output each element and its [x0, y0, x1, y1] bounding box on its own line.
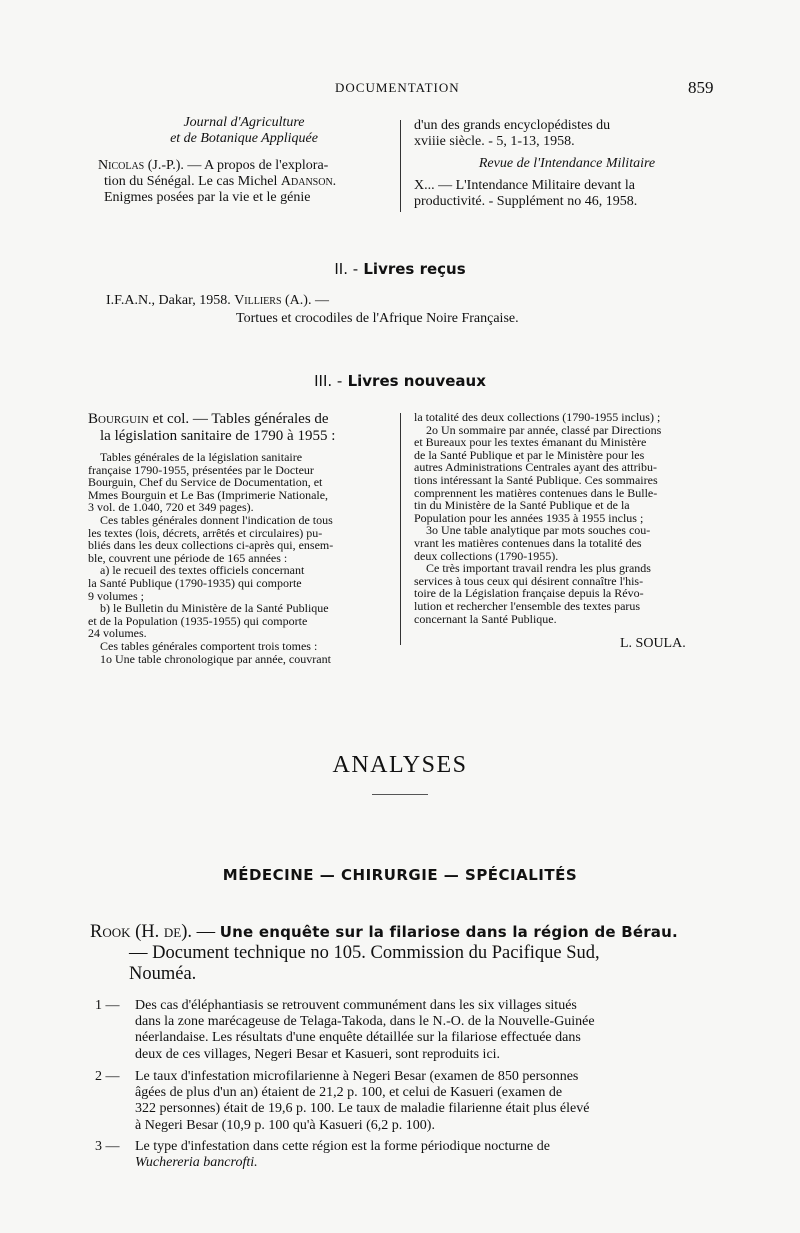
author-name: Adanson. — [280, 174, 337, 189]
text-line: Bourguin, Chef du Service de Documentation, et — [88, 475, 323, 490]
bourguin-title — [88, 411, 392, 445]
livres-recus-entry — [106, 293, 706, 327]
text-line: Ce très important travail rendra les plus grands — [426, 561, 651, 576]
section-heading-livres-nouveaux — [0, 372, 800, 390]
title-text: et col. — Tables générales de — [148, 411, 329, 427]
column-divider — [400, 120, 401, 212]
author-name: Villiers — [234, 293, 282, 308]
text-line: 24 volumes. — [88, 626, 147, 641]
text-line: 322 personnes) était de 19,6 p. 100. Le taux de maladie filarienne était plus élevé — [135, 1101, 590, 1117]
text-line: les textes (lois, décrets, arrêtés et circulaires) pu- — [88, 525, 323, 540]
text-line: bliés dans les deux collections ci-après qui, ensem- — [88, 538, 334, 553]
left-top-column — [98, 115, 390, 206]
section-heading-livres-recus — [0, 260, 800, 278]
entry-line1 — [106, 293, 706, 309]
text-line: la totalité des deux collections (1790-1955 inclus) ; — [414, 410, 661, 424]
title-line1 — [88, 411, 392, 428]
signature: L. SOULA. — [620, 636, 686, 651]
text-line: toire de la Législation française depuis la Révo- — [414, 586, 644, 601]
running-header — [0, 80, 800, 100]
reference-title: Une enquête sur la filariose dans la région de Bérau. — [219, 923, 678, 941]
text-line: et Bureaux pour les textes émanant du Ministère — [414, 435, 647, 450]
analyses-heading: ANALYSES — [332, 752, 468, 778]
author-name: Rook (H. de). — — [90, 922, 220, 942]
text-line: deux de ces villages, Negeri Besar et Kasueri, sont reproduits ici. — [135, 1046, 501, 1062]
list-item — [95, 998, 725, 1064]
text-line: 3 vol. de 1.040, 720 et 349 pages). — [88, 500, 254, 515]
reference-line3: Nouméa. — [129, 964, 197, 984]
specialty-heading: MÉDECINE — CHIRURGIE — SPÉCIALITÉS — [222, 866, 578, 884]
entry-text: (J.-P.). — A propos de l'explora- — [144, 158, 329, 173]
text-line: néerlandaise. Les résultats d'une enquête détaillée sur la filariose effectuée dans — [135, 1030, 581, 1046]
section-title: Livres nouveaux — [347, 372, 486, 390]
bourguin-left-column — [88, 411, 392, 665]
text-line: et de la Population (1935-1955) qui comporte — [88, 613, 308, 628]
journal-title-line1: Journal d'Agriculture — [183, 115, 305, 130]
text-line: deux collections (1790-1955). — [414, 548, 559, 563]
text-line: âgées de plus d'un an) étaient de 21,2 p. 100, et celui de Kasueri (examen de — [135, 1085, 563, 1101]
text-line: Le taux d'infestation microfilarienne à Negeri Besar (examen de 850 personnes — [135, 1069, 579, 1084]
text-line: de la Santé Publique et par le Ministère pour les — [414, 447, 645, 462]
text-line: 2o Un sommaire par année, classé par Directions — [426, 422, 662, 437]
text-line: services à tous ceux qui désirent connaître l'his- — [414, 573, 644, 588]
item-text — [135, 998, 595, 1063]
item-text — [135, 1069, 589, 1134]
item-number: 2 — — [95, 1069, 120, 1084]
text-line: Des cas d'éléphantiasis se retrouvent communément dans les six villages situés — [135, 998, 577, 1013]
text-line: Ces tables générales comportent trois tomes : — [100, 638, 318, 653]
right-line4: productivité. - Supplément no 46, 1958. — [414, 194, 638, 209]
right-line3: X... — L'Intendance Militaire devant la — [414, 178, 635, 193]
list-item — [95, 1139, 725, 1173]
text-line: Ces tables générales donnent l'indication de tous — [100, 512, 333, 527]
journal-title-line2: et de Botanique Appliquée — [170, 131, 318, 146]
entry-text: I.F.A.N., Dakar, 1958. — [106, 293, 235, 308]
text-line: lution et rechercher l'ensemble des textes parus — [414, 598, 641, 613]
entry-line1 — [98, 158, 390, 174]
journal-title: Revue de l'Intendance Militaire — [478, 156, 656, 171]
text-line: Tables générales de la législation sanitaire — [100, 450, 303, 464]
text-line: 3o Une table analytique par mots souches cou- — [426, 523, 651, 538]
species-name: Wuchereria bancrofti. — [135, 1155, 258, 1171]
bourguin-body-right — [414, 411, 720, 625]
text-line: comprennent les matières contenues dans le Bulle- — [414, 485, 658, 500]
text-line: française 1790-1955, présentées par le Docteur — [88, 462, 314, 477]
text-line: dans la zone marécageuse de Telaga-Takoda, dans le N.-O. de la Nouvelle-Guinée — [135, 1014, 595, 1030]
title-line2: la législation sanitaire de 1790 à 1955 : — [100, 428, 336, 444]
section-number: II. - — [334, 260, 359, 278]
text-line: tin du Ministère de la Santé Publique et de la — [414, 498, 630, 513]
text-line: à Negeri Besar (10,9 p. 100 qu'à Kasueri (6,2 p. 100). — [135, 1117, 435, 1133]
text-line: Population pour les années 1935 à 1955 inclus ; — [414, 510, 644, 525]
text-line: la Santé Publique (1790-1935) qui comporte — [88, 575, 302, 590]
text-line: vrant les matières contenues dans la totalité des — [414, 535, 642, 550]
item-number: 3 — — [95, 1139, 120, 1154]
item-text — [135, 1139, 550, 1171]
right-top-column — [414, 118, 720, 210]
entry-text: tion du Sénégal. Le cas Michel — [104, 174, 281, 189]
text-line: 9 volumes ; — [88, 588, 144, 603]
text-line: b) le Bulletin du Ministère de la Santé Publique — [100, 601, 329, 616]
entry-line3: Enigmes posées par la vie et le génie — [104, 190, 311, 205]
text-line: a) le recueil des textes officiels concernant — [100, 563, 305, 578]
text-line: ble, couvrent une période de 165 années : — [88, 550, 288, 565]
list-item — [95, 1069, 725, 1135]
column-divider — [400, 413, 401, 645]
reference — [90, 922, 730, 985]
section-number: III. - — [314, 372, 343, 390]
author-name: Nicolas — [98, 158, 145, 173]
item-line: Le type d'infestation dans cette région est la forme périodique nocturne de — [135, 1139, 550, 1154]
bourguin-body-left — [88, 451, 392, 665]
reference-line2: — Document technique no 105. Commission du Pacifique Sud, — [129, 943, 600, 963]
page-number: 859 — [688, 78, 714, 97]
right-line1: d'un des grands encyclopédistes du — [414, 118, 611, 133]
heading-rule — [372, 794, 428, 795]
text-line: tions intéressant la Santé Publique. Ces sommaires — [414, 472, 658, 487]
item-number: 1 — — [95, 998, 120, 1013]
text-line: 1o Une table chronologique par année, couvrant — [100, 651, 331, 666]
header-title: DOCUMENTATION — [335, 80, 460, 95]
entry-text: (A.). — — [281, 293, 329, 308]
reference-line1 — [90, 922, 730, 943]
right-line2: xviiie siècle. - 5, 1-13, 1958. — [414, 134, 575, 149]
text-line: Mmes Bourguin et Le Bas (Imprimerie Nationale, — [88, 487, 329, 502]
entry-line2 — [98, 174, 390, 190]
author-name: Bourguin — [88, 411, 149, 427]
text-line: concernant la Santé Publique. — [414, 611, 557, 626]
text-line: autres Administrations Centrales ayant des attribu- — [414, 460, 657, 475]
entry-line2: Tortues et crocodiles de l'Afrique Noire Française. — [236, 311, 519, 326]
section-title: Livres reçus — [363, 260, 466, 278]
